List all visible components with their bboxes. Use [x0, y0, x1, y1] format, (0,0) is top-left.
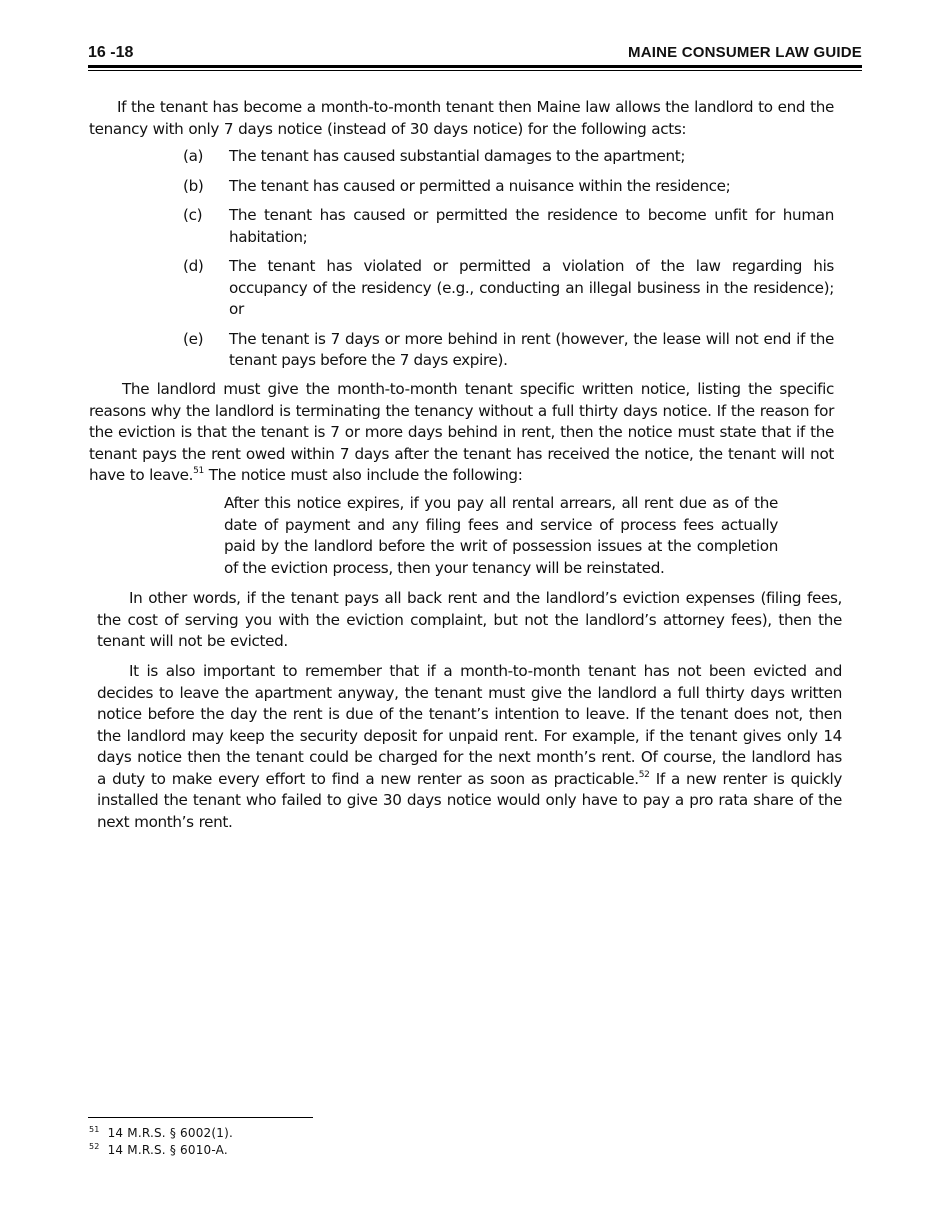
page-header [88, 44, 862, 64]
footnote [89, 1125, 233, 1142]
list-item [183, 329, 834, 372]
header-rule-thin [88, 70, 862, 71]
list-item-label: (e) [183, 329, 204, 348]
other-words-paragraph: In other words, if the tenant pays all back rent and the landlord’s eviction expenses (filing fees, the cost of serving you with the eviction complaint, but not the landlord’s attorney fees), then the tenant will not be evicted. [97, 589, 842, 650]
footnote-divider [88, 1117, 313, 1118]
list-item [183, 256, 834, 321]
notice-text-after: The notice must also include the following: [203, 466, 523, 484]
list-item-text: The tenant has caused or permitted a nuisance within the residence; [229, 176, 731, 195]
leave-paragraph [97, 661, 842, 833]
list-item-label: (b) [183, 176, 204, 195]
footnote-number: 51 [89, 1125, 100, 1134]
footnote-ref-51[interactable]: 51 [193, 466, 204, 476]
list-item-text: The tenant has caused substantial damages to the apartment; [229, 147, 686, 165]
list-item-text: The tenant has violated or permitted a violation of the law regarding his occupancy of the residency (e.g., conducting an illegal business in the residence); or [229, 257, 834, 318]
notice-paragraph [89, 379, 834, 487]
list-item [183, 205, 834, 248]
leave-text-after: If a new renter is quickly installed the tenant who failed to give 30 days notice would only have to pay a pro rata share of the next month’s rent. [97, 769, 842, 831]
page-number: 16 -18 [88, 44, 134, 61]
list-item-text: The tenant has caused or permitted the residence to become unfit for human habitation; [229, 206, 834, 246]
list-item-label: (c) [183, 206, 203, 224]
footnote-text: 14 M.R.S. § 6010-A. [107, 1143, 228, 1157]
list-item-label: (d) [183, 257, 204, 275]
guide-title: MAINE CONSUMER LAW GUIDE [628, 44, 862, 61]
notice-text: The landlord must give the month-to-month tenant specific written notice, listing the specific reasons why the landlord is terminating the tenancy without a full thirty days notice. If the reason for the eviction is that the tenant is 7 or more days behind in rent, then the notice must state that if the tenant pays the rent owed within 7 days after the tenant has received the notice, the tenant will not have to leave. [89, 380, 834, 484]
footnote-text: 14 M.R.S. § 6002(1). [107, 1126, 233, 1140]
intro-paragraph: If the tenant has become a month-to-month tenant then Maine law allows the landlord to end the tenancy with only 7 days notice (instead of 30 days notice) for the following acts: [89, 98, 834, 138]
header-rule-thick [88, 65, 862, 68]
footnote-ref-52[interactable]: 52 [638, 769, 650, 780]
list-item-text: The tenant is 7 days or more behind in rent (however, the lease will not end if the tenant pays before the 7 days expire). [229, 329, 834, 369]
leave-text: It is also important to remember that if a month-to-month tenant has not been evicted and decides to leave the apartment anyway, the tenant must give the landlord a full thirty days written notice before the day the rent is due of the tenant’s intention to leave. If the tenant does not, then the landlord may keep the security deposit for unpaid rent. For example, if the tenant gives only 14 days notice then the tenant could be charged for the next month’s rent. Of course, the landlord has a duty to make every effort to find a new renter as soon as practicable. [97, 662, 842, 788]
list-item [183, 146, 834, 168]
acts-list [183, 146, 834, 380]
notice-quote: After this notice expires, if you pay all rental arrears, all rent due as of the date of payment and any filing fees and service of process fees actually paid by the landlord before the writ of possession issues at the completion of the eviction process, then your tenancy will be reinstated. [224, 494, 778, 577]
footnote [89, 1142, 233, 1159]
footnotes [89, 1125, 233, 1159]
footnote-number: 52 [89, 1142, 100, 1151]
list-item-label: (a) [183, 147, 204, 165]
list-item [183, 176, 834, 198]
